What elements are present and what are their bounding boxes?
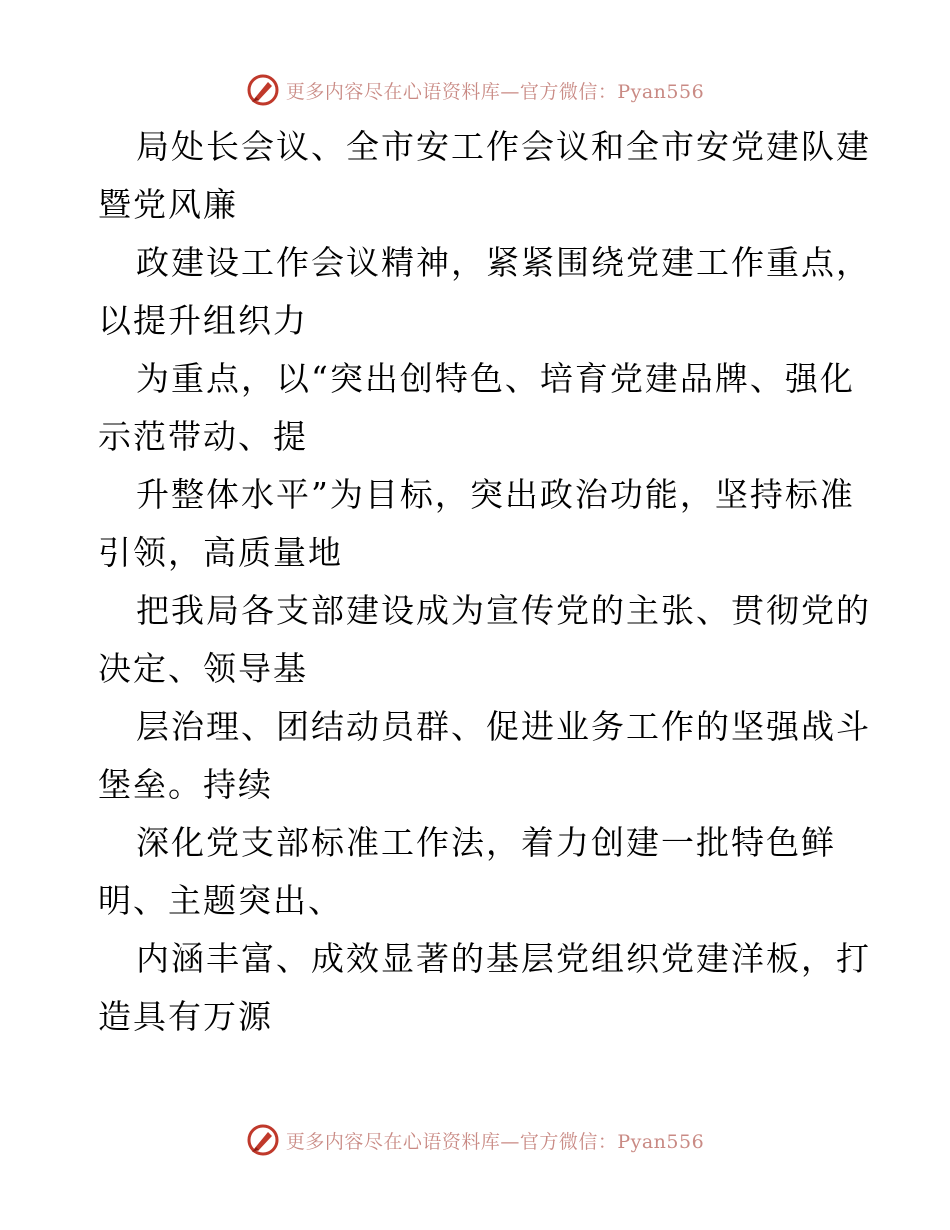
header-watermark (0, 70, 950, 110)
watermark-text: 更多内容尽在心语资料库—官方微信：Pyan556 (285, 1130, 705, 1153)
text-line: 政建设工作会议精神，紧紧围绕党建工作重点， (136, 243, 871, 282)
text-line: 内涵丰富、成效显著的基层党组织党建洋板，打 (136, 939, 871, 978)
text-line: 明、主题突出、 (98, 881, 343, 920)
text-line: 堡垒。持续 (98, 765, 273, 804)
text-line: 造具有万源 (98, 997, 273, 1036)
pen-nib-logo-icon (246, 73, 280, 107)
text-line: 为重点，以“突出创特色、培育党建品牌、强化 (136, 359, 855, 398)
footer-watermark (0, 1120, 950, 1160)
text-line: 引领，高质量地 (98, 533, 343, 572)
document-body (98, 118, 871, 1046)
pen-nib-logo-icon (246, 1123, 280, 1157)
text-line: 升整体水平”为目标，突出政治功能，坚持标准 (136, 475, 855, 514)
text-line: 层治理、团结动员群、促进业务工作的坚强战斗 (136, 707, 871, 746)
watermark-text: 更多内容尽在心语资料库—官方微信：Pyan556 (285, 80, 705, 103)
text-line: 把我局各支部建设成为宣传党的主张、贯彻党的 (136, 591, 871, 630)
text-line: 决定、领导基 (98, 649, 308, 688)
text-line: 深化党支部标准工作法，着力创建一批特色鲜 (136, 823, 836, 862)
text-line: 局处长会议、全市安工作会议和全市安党建队建 (136, 127, 871, 166)
text-line: 以提升组织力 (98, 301, 308, 340)
text-line: 暨党风廉 (98, 185, 238, 224)
text-line: 示范带动、提 (98, 417, 308, 456)
